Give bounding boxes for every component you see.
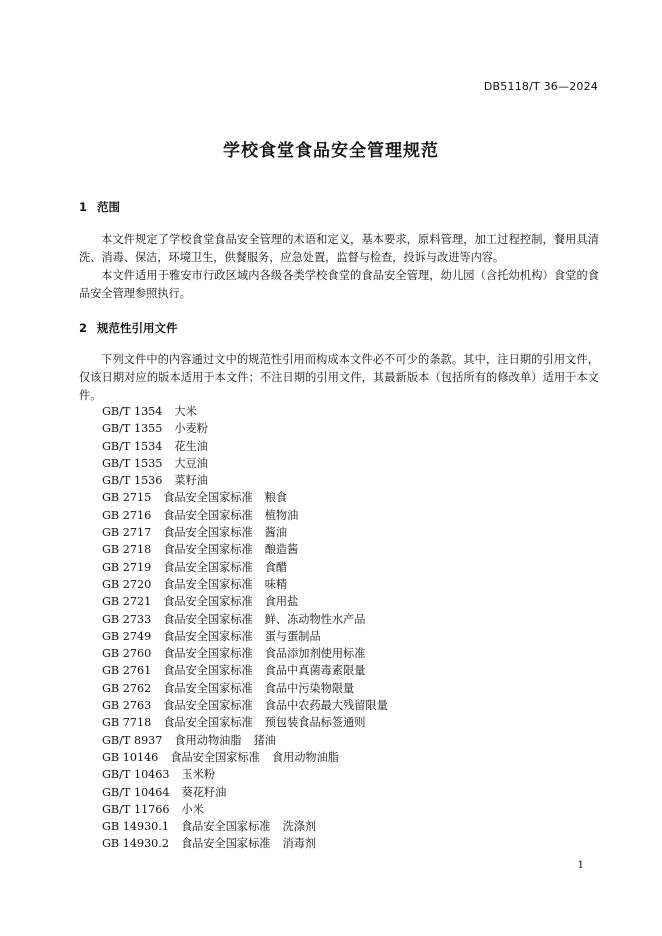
section-number: 2 — [79, 321, 88, 335]
reference-subject: 洗涤剂 — [282, 820, 317, 834]
reference-code: GB 14930.1 — [102, 820, 169, 834]
reference-item — [102, 593, 388, 610]
reference-name: 食品安全国家标准 — [163, 629, 253, 643]
reference-code: GB/T 1536 — [102, 474, 163, 488]
reference-code: GB 14930.2 — [102, 837, 169, 851]
reference-subject: 蛋与蛋制品 — [264, 629, 321, 643]
reference-name: 食品安全国家标准 — [163, 491, 253, 505]
reference-item — [102, 489, 388, 506]
reference-name: 食品安全国家标准 — [163, 664, 253, 678]
reference-subject: 猪油 — [253, 733, 276, 747]
reference-item — [102, 576, 388, 593]
reference-name: 食品安全国家标准 — [163, 543, 253, 557]
reference-subject: 食品添加剂使用标准 — [264, 647, 366, 661]
reference-item — [102, 611, 388, 628]
reference-item — [102, 680, 388, 697]
reference-code: GB 2716 — [102, 508, 152, 522]
paragraph-text: 下列文件中的内容通过文中的规范性引用而构成本文件必不可少的条款。其中，注日期的引用文件，仅该日期对应的版本适用于本文件；不注日期的引用文件，其最新版本（包括所有的修改单）适用于本文件。 — [79, 353, 599, 402]
section-number: 1 — [79, 200, 88, 214]
reference-name: 食品安全国家标准 — [163, 595, 253, 609]
reference-item — [102, 420, 388, 437]
reference-item — [102, 662, 388, 679]
reference-code: GB 10146 — [102, 750, 159, 764]
reference-item — [102, 801, 388, 818]
reference-subject: 消毒剂 — [282, 837, 317, 851]
section-1-paragraph-2 — [79, 267, 599, 303]
reference-name: 食品安全国家标准 — [163, 577, 253, 591]
reference-code: GB 2717 — [102, 526, 152, 540]
section-1-heading — [79, 199, 120, 215]
reference-name: 食品安全国家标准 — [180, 820, 271, 834]
reference-code: GB/T 8937 — [102, 733, 163, 747]
reference-subject: 酿造酱 — [264, 543, 299, 557]
reference-code: GB 2762 — [102, 681, 152, 695]
reference-item — [102, 766, 388, 783]
section-title: 规范性引用文件 — [97, 321, 178, 335]
reference-name: 大米 — [174, 405, 197, 418]
reference-name: 大豆油 — [174, 456, 208, 470]
reference-subject: 粮食 — [264, 491, 288, 505]
reference-code: GB/T 11766 — [102, 802, 170, 816]
reference-code: GB/T 1534 — [102, 439, 163, 453]
reference-name: 食品安全国家标准 — [163, 526, 253, 540]
reference-code: GB/T 10463 — [102, 768, 170, 782]
reference-item — [102, 455, 388, 472]
reference-code: GB/T 1535 — [102, 456, 163, 470]
reference-subject: 鲜、冻动物性水产品 — [264, 612, 366, 626]
reference-item — [102, 732, 388, 749]
reference-item — [102, 472, 388, 489]
reference-name: 菜籽油 — [174, 474, 208, 488]
reference-item — [102, 818, 388, 835]
section-title: 范围 — [97, 200, 120, 214]
reference-name: 食品安全国家标准 — [163, 699, 253, 713]
reference-name: 食品安全国家标准 — [163, 612, 253, 626]
reference-item — [102, 524, 388, 541]
reference-name: 食品安全国家标准 — [163, 560, 253, 574]
reference-name: 食品安全国家标准 — [163, 647, 253, 661]
reference-subject: 食醋 — [264, 560, 288, 574]
section-1-paragraph-1 — [79, 231, 599, 267]
reference-code: GB 2719 — [102, 560, 152, 574]
reference-subject: 植物油 — [264, 508, 299, 522]
reference-code: GB/T 1355 — [102, 422, 163, 436]
reference-list — [102, 403, 388, 853]
reference-name: 食用动物油脂 — [174, 733, 242, 747]
reference-name: 小麦粉 — [174, 422, 208, 436]
reference-item — [102, 628, 388, 645]
reference-subject: 味精 — [264, 577, 288, 591]
reference-name: 食品安全国家标准 — [163, 681, 253, 695]
reference-item — [102, 697, 388, 714]
reference-item — [102, 541, 388, 558]
reference-item — [102, 835, 388, 852]
reference-item — [102, 749, 388, 766]
section-2-paragraph-1 — [79, 351, 599, 405]
reference-code: GB 2749 — [102, 629, 152, 643]
reference-name: 食品安全国家标准 — [170, 750, 260, 764]
reference-code: GB 2761 — [102, 664, 152, 678]
reference-code: GB 2718 — [102, 543, 152, 557]
reference-item — [102, 784, 388, 801]
paragraph-text: 本文件规定了学校食堂食品安全管理的术语和定义，基本要求，原料管理，加工过程控制，餐用具清洗、消毒、保洁，环境卫生，供餐服务，应急处置，监督与检查，投诉与改进等内容。 — [79, 233, 599, 264]
reference-code: GB/T 1354 — [102, 405, 163, 418]
document-title: 学校食堂食品安全管理规范 — [223, 141, 439, 161]
section-2-heading — [79, 320, 178, 336]
reference-subject: 食品中农药最大残留限量 — [264, 699, 388, 713]
reference-item — [102, 507, 388, 524]
reference-name: 食品安全国家标准 — [163, 716, 253, 730]
reference-name: 花生油 — [174, 439, 208, 453]
reference-item — [102, 559, 388, 576]
reference-name: 玉米粉 — [181, 768, 216, 782]
reference-code: GB 2720 — [102, 577, 152, 591]
reference-subject: 预包装食品标签通则 — [264, 716, 366, 730]
reference-subject: 食用动物油脂 — [271, 750, 339, 764]
reference-subject: 食品中污染物限量 — [264, 681, 355, 695]
reference-code: GB 7718 — [102, 716, 152, 730]
reference-name: 食品安全国家标准 — [180, 837, 271, 851]
reference-subject: 食品中真菌毒素限量 — [264, 664, 366, 678]
reference-name: 小米 — [181, 802, 204, 816]
page-number: 1 — [577, 860, 584, 871]
paragraph-text: 本文件适用于雅安市行政区域内各级各类学校食堂的食品安全管理，幼儿园（含托幼机构）食堂的食品安全管理参照执行。 — [79, 269, 599, 300]
reference-code: GB 2733 — [102, 612, 152, 626]
reference-item — [102, 714, 388, 731]
reference-name: 食品安全国家标准 — [163, 508, 253, 522]
reference-item — [102, 438, 388, 455]
reference-code: GB 2715 — [102, 491, 152, 505]
reference-code: GB 2760 — [102, 647, 152, 661]
standard-code: DB5118/T 36—2024 — [483, 80, 598, 93]
reference-code: GB/T 10464 — [102, 785, 170, 799]
reference-item — [102, 403, 388, 420]
reference-code: GB 2721 — [102, 595, 152, 609]
reference-name: 葵花籽油 — [181, 785, 227, 799]
reference-subject: 食用盐 — [264, 595, 299, 609]
reference-item — [102, 645, 388, 662]
reference-code: GB 2763 — [102, 699, 152, 713]
reference-subject: 酱油 — [264, 526, 288, 540]
